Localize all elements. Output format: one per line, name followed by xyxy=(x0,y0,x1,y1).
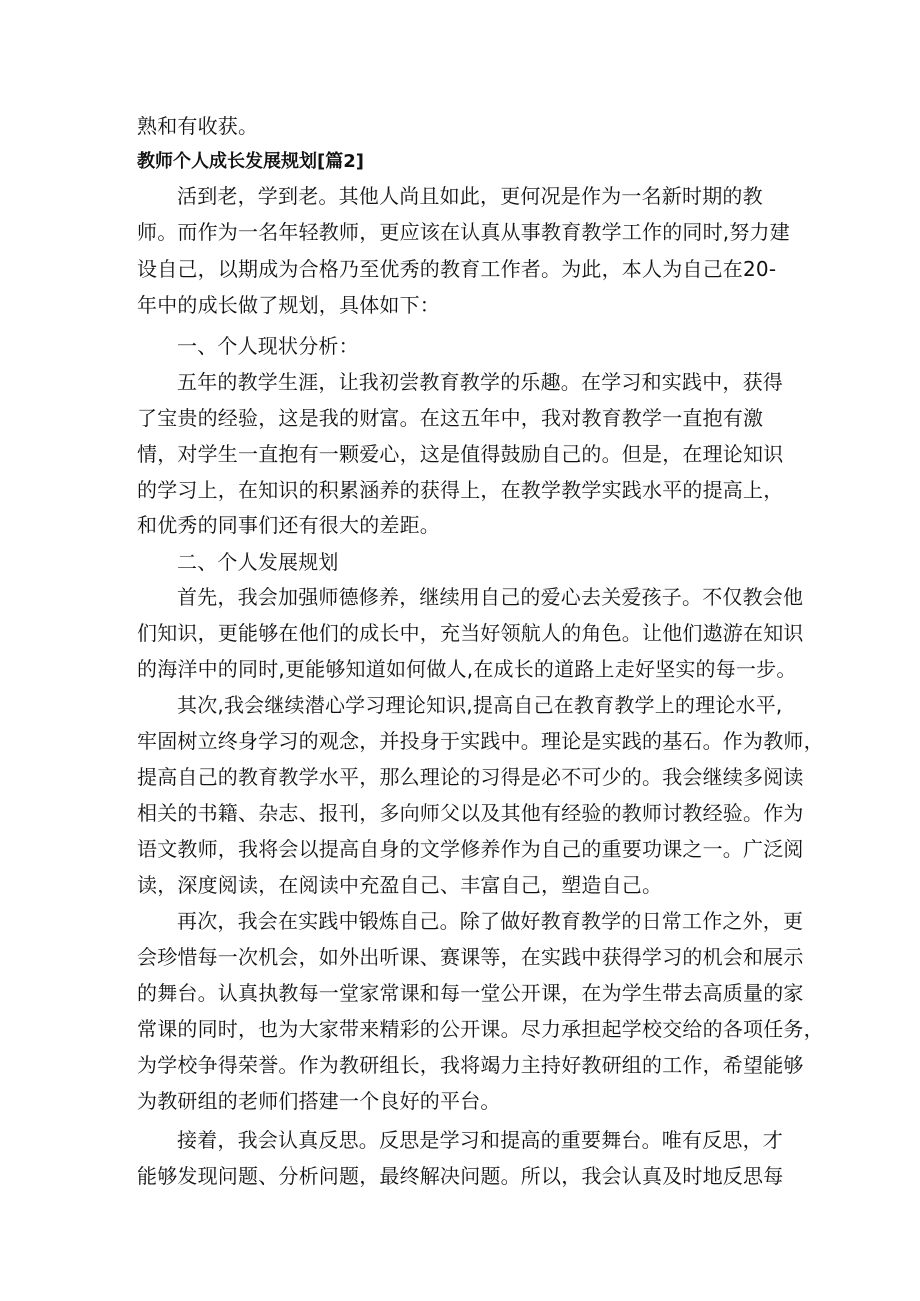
subheading: 二、个人发展规划 xyxy=(177,550,339,574)
paragraph-line: 师。而作为一名年轻教师，更应该在认真从事教育教学工作的同时,努力建 xyxy=(137,220,790,244)
paragraph-line: 相关的书籍、杂志、报刊，多向师父以及其他有经验的教师讨教经验。作为 xyxy=(137,801,804,825)
paragraph-line: 为学校争得荣誉。作为教研组长，我将竭力主持好教研组的工作，希望能够 xyxy=(137,1053,804,1077)
paragraph-line: 们知识，更能够在他们的成长中，充当好领航人的角色。让他们遨游在知识 xyxy=(137,621,804,645)
paragraph-line: 的海洋中的同时,更能够知道如何做人,在成长的道路上走好坚实的每一步。 xyxy=(137,657,797,681)
paragraph-line: 熟和有收获。 xyxy=(137,114,259,138)
paragraph-line: 接着，我会认真反思。反思是学习和提高的重要舞台。唯有反思，才 xyxy=(177,1128,783,1152)
paragraph-line: 了宝贵的经验，这是我的财富。在这五年中，我对教育教学一直抱有激 xyxy=(137,406,764,430)
paragraph-line: 年中的成长做了规划，具体如下： xyxy=(137,293,440,317)
paragraph-line: 语文教师，我将会以提高自身的文学修养作为自己的重要功课之一。广泛阅 xyxy=(137,837,804,861)
paragraph-line: 情，对学生一直抱有一颗爱心，这是值得鼓励自己的。但是，在理论知识 xyxy=(137,442,784,466)
paragraph-line: 提高自己的教育教学水平，那么理论的习得是必不可少的。我会继续多阅读 xyxy=(137,765,804,789)
paragraph-line: 和优秀的同事们还有很大的差距。 xyxy=(137,513,440,537)
section-heading: 教师个人成长发展规划[篇2] xyxy=(137,151,364,172)
paragraph-line: 活到老，学到老。其他人尚且如此，更何况是作为一名新时期的教 xyxy=(177,184,763,208)
paragraph-line: 牢固树立终身学习的观念，并投身于实践中。理论是实践的基石。作为教师， xyxy=(137,729,824,753)
paragraph-line: 的舞台。认真执教每一堂家常课和每一堂公开课，在为学生带去高质量的家 xyxy=(137,981,804,1005)
paragraph-line: 首先，我会加强师德修养，继续用自己的爱心去关爱孩子。不仅教会他 xyxy=(177,585,804,609)
paragraph-line: 会珍惜每一次机会，如外出听课、赛课等，在实践中获得学习的机会和展示 xyxy=(137,945,804,969)
paragraph-line: 读，深度阅读，在阅读中充盈自己、丰富自己，塑造自己。 xyxy=(137,873,663,897)
paragraph-line: 五年的教学生涯，让我初尝教育教学的乐趣。在学习和实践中，获得 xyxy=(177,370,783,394)
paragraph-line: 再次，我会在实践中锻炼自己。除了做好教育教学的日常工作之外，更 xyxy=(177,909,804,933)
subheading: 一、个人现状分析： xyxy=(177,334,359,358)
paragraph-line: 能够发现问题、分析问题，最终解决问题。所以，我会认真及时地反思每 xyxy=(137,1164,784,1188)
paragraph-line: 其次,我会继续潜心学习理论知识,提高自己在教育教学上的理论水平, xyxy=(177,693,783,717)
paragraph-line: 的学习上，在知识的积累涵养的获得上，在教学教学实践水平的提高上， xyxy=(137,478,784,502)
paragraph-line: 常课的同时，也为大家带来精彩的公开课。尽力承担起学校交给的各项任务， xyxy=(137,1017,824,1041)
paragraph-line: 为教研组的老师们搭建一个良好的平台。 xyxy=(137,1089,501,1113)
paragraph-line: 设自己，以期成为合格乃至优秀的教育工作者。为此，本人为自己在20- xyxy=(137,257,777,281)
